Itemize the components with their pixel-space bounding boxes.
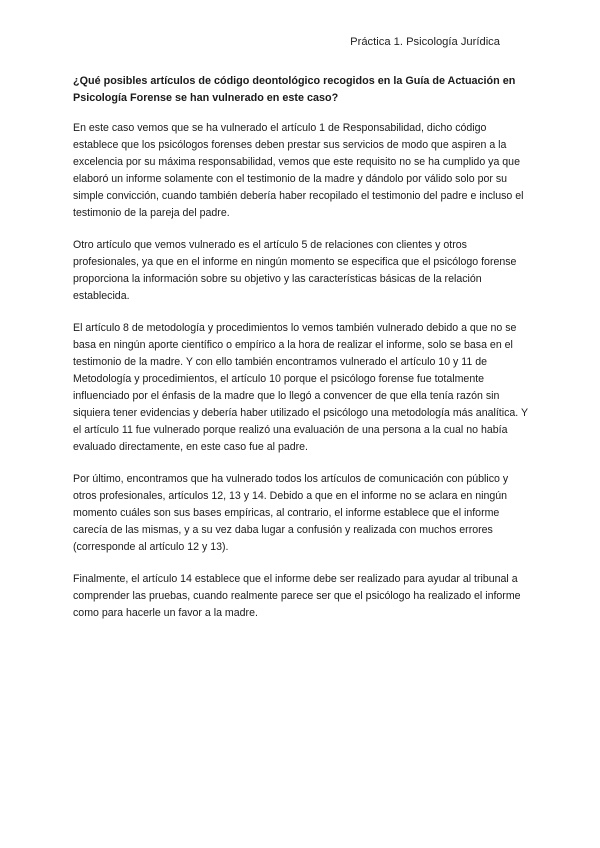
paragraph-articles-8-10-11: El artículo 8 de metodología y procedimientos lo vemos también vulnerado debido a que no se basa en ningún aporte científico o empírico a la hora de realizar el informe, solo se basa en el testimonio de la madre. Y con ello también encontramos vulnerado el artículo 10 y 11 de Metodología y procedimientos, el artículo 10 porque el psicólogo forense fue totalmente influenciado por el énfasis de la madre que lo llegó a convencer de que ella tenía razón sin siquiera tener evidencias y debería haber utilizado el psicólogo una metodología más analítica. Y el artículo 11 fue vulnerado porque realizó una evaluación de una persona a la cual no había evaluado directamente, en este caso fue al padre.	[73, 322, 528, 453]
paragraph-article-5: Otro artículo que vemos vulnerado es el artículo 5 de relaciones con clientes y otros profesionales, ya que en el informe en ningún momento se especifica que el psicólogo forense proporciona la información sobre su objetivo y las características básicas de la relación establecida.	[73, 239, 517, 302]
paragraph-article-14: Finalmente, el artículo 14 establece que el informe debe ser realizado para ayudar al tribunal a comprender las pruebas, cuando realmente parece ser que el psicólogo ha realizado el informe como para hacerle un favor a la madre.	[73, 573, 521, 619]
question-heading: ¿Qué posibles artículos de código deontológico recogidos en la Guía de Actuación en Psicología Forense se han vulnerado en este caso?	[73, 75, 516, 104]
page-header: Práctica 1. Psicología Jurídica	[350, 36, 500, 48]
paragraph-article-1: En este caso vemos que se ha vulnerado el artículo 1 de Responsabilidad, dicho código establece que los psicólogos forenses deben prestar sus servicios de modo que aspiren a la excelencia por su máxima responsabilidad, vemos que este requisito no se ha cumplido ya que elaboró un informe solamente con el testimonio de la madre y dándolo por válido solo por su simple convicción, cuando también debería haber recopilado el testimonio del padre e incluso el testimonio de la pareja del padre.	[73, 122, 524, 219]
document-body	[73, 73, 531, 637]
paragraph-articles-12-13-14: Por último, encontramos que ha vulnerado todos los artículos de comunicación con público y otros profesionales, artículos 12, 13 y 14. Debido a que en el informe no se aclara en ningún momento cuáles son sus bases empíricas, al contrario, el informe establece que el informe carecía de las mismas, y a su vez daba lugar a confusión y realizada con muchos errores (corresponde al artículo 12 y 13).	[73, 473, 509, 553]
